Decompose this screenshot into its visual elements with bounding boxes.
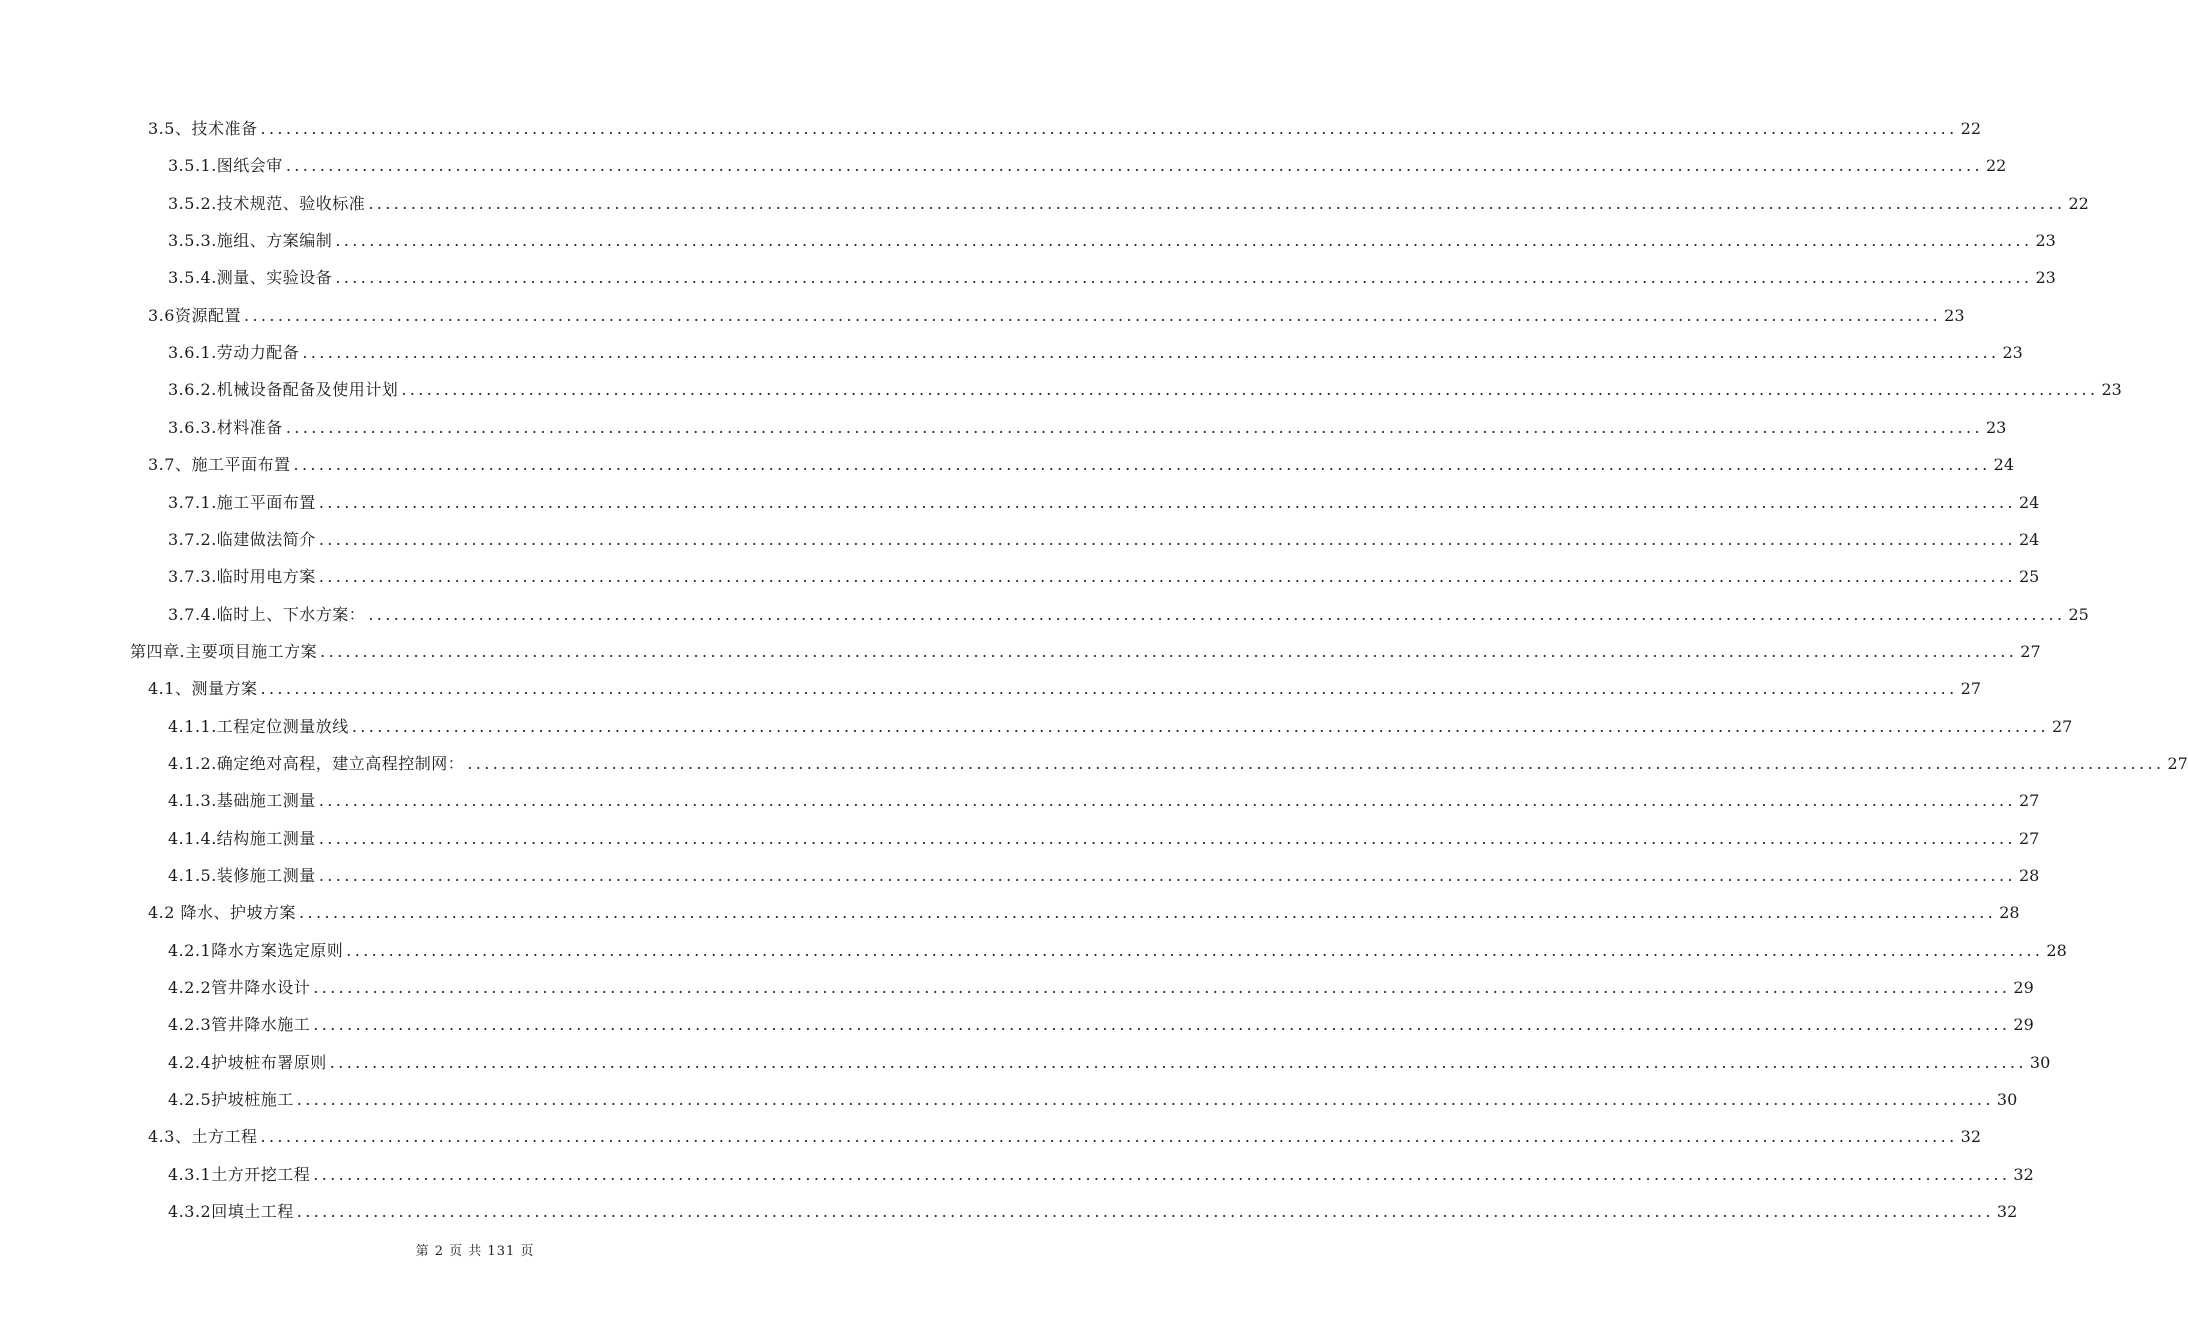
toc-entry-label: 4.3.1土方开挖工程 (168, 1164, 311, 1184)
toc-dot-leader: ........................................................................................................................................................................................................ (260, 1127, 1958, 1147)
toc-entry-page-number: 22 (2068, 193, 2089, 213)
toc-dot-leader: ........................................................................................................................................................................................................ (243, 305, 1942, 325)
toc-entry-page-number: 24 (2019, 492, 2040, 512)
toc-dot-leader: ........................................................................................................................................................................................................ (335, 231, 2033, 251)
toc-entry[interactable] (168, 932, 2067, 969)
toc-dot-leader: ........................................................................................................................................................................................................ (346, 940, 2044, 960)
toc-entry-label: 4.1.4.结构施工测量 (168, 828, 316, 848)
toc-entry-page-number: 25 (2068, 604, 2089, 624)
toc-entry-page-number: 28 (2046, 940, 2067, 960)
toc-entry-label: 3.6.2.机械设备配备及使用计划 (168, 380, 399, 400)
toc-entry-label: 3.5.2.技术规范、验收标准 (168, 193, 366, 213)
toc-entry-page-number: 23 (1944, 305, 1965, 325)
toc-entry-label: 3.7、施工平面布置 (148, 455, 291, 475)
toc-dot-leader: ........................................................................................................................................................................................................ (318, 529, 2016, 549)
toc-entry[interactable] (168, 1081, 2018, 1118)
toc-entry[interactable] (148, 446, 2014, 483)
toc-entry-label: 4.2.1降水方案选定原则 (168, 940, 344, 960)
toc-dot-leader: ........................................................................................................................................................................................................ (313, 1015, 2011, 1035)
toc-entry-label: 3.7.3.临时用电方案 (168, 567, 316, 587)
toc-dot-leader: ........................................................................................................................................................................................................ (296, 1202, 1994, 1222)
toc-entry-page-number: 24 (2019, 529, 2040, 549)
toc-entry[interactable] (168, 334, 2023, 371)
toc-dot-leader: ........................................................................................................................................................................................................ (296, 1090, 1994, 1110)
toc-dot-leader: ........................................................................................................................................................................................................ (318, 791, 2016, 811)
toc-entry[interactable] (168, 185, 2089, 222)
toc-entry[interactable] (168, 371, 2122, 408)
toc-entry-label: 3.5、技术准备 (148, 119, 258, 138)
toc-entry-label: 4.1、测量方案 (148, 679, 258, 699)
toc-entry-label: 4.2.4护坡桩布署原则 (168, 1052, 327, 1072)
toc-dot-leader: ........................................................................................................................................................................................................ (318, 828, 2016, 848)
toc-entry[interactable] (168, 1156, 2034, 1193)
page-footer: 第 2 页 共 131 页 (415, 1244, 535, 1259)
toc-entry-page-number: 23 (1986, 417, 2007, 437)
toc-dot-leader: ........................................................................................................................................................................................................ (467, 753, 2165, 773)
toc-entry[interactable] (168, 222, 2056, 259)
toc-entry[interactable] (168, 259, 2056, 296)
toc-dot-leader: ........................................................................................................................................................................................................ (318, 567, 2016, 587)
toc-dot-leader: ........................................................................................................................................................................................................ (313, 1164, 2011, 1184)
toc-entry-page-number: 29 (2013, 1015, 2034, 1035)
toc-dot-leader: ........................................................................................................................................................................................................ (401, 380, 2099, 400)
toc-entry[interactable] (168, 558, 2040, 595)
toc-entry-page-number: 27 (2167, 753, 2188, 773)
toc-entry-label: 4.1.5.装修施工测量 (168, 866, 316, 885)
toc-entry-page-number: 27 (2019, 791, 2040, 811)
toc-dot-leader: ........................................................................................................................................................................................................ (368, 604, 2066, 624)
toc-entry-label: 4.3、土方工程 (148, 1127, 258, 1147)
toc-entry[interactable] (168, 409, 2007, 446)
toc-entry-page-number: 30 (1996, 1090, 2018, 1110)
toc-entry-label: 4.1.1.工程定位测量放线 (168, 716, 349, 736)
toc-entry-label: 4.2.2管井降水设计 (168, 978, 311, 998)
toc-entry[interactable] (168, 969, 2034, 1006)
toc-dot-leader: ........................................................................................................................................................................................................ (329, 1052, 2027, 1072)
toc-entry-page-number: 29 (2013, 978, 2034, 998)
toc-entry[interactable] (148, 1118, 1981, 1155)
toc-entry-page-number: 30 (2029, 1052, 2051, 1072)
toc-entry-label: 3.7.2.临建做法简介 (168, 529, 316, 549)
toc-dot-leader: ........................................................................................................................................................................................................ (318, 492, 2016, 512)
toc-entry-label: 3.7.4.临时上、下水方案： (168, 604, 366, 624)
toc-dot-leader: ........................................................................................................................................................................................................ (318, 866, 2016, 885)
toc-entry-label: 第四章.主要项目施工方案 (130, 641, 318, 661)
toc-entry-label: 3.7.1.施工平面布置 (168, 492, 316, 512)
toc-entry-label: 4.1.3.基础施工测量 (168, 791, 316, 811)
toc-entry-label: 3.6.1.劳动力配备 (168, 343, 300, 363)
toc-dot-leader: ........................................................................................................................................................................................................ (293, 455, 1991, 475)
toc-dot-leader: ........................................................................................................................................................................................................ (335, 268, 2033, 288)
toc-entry-label: 4.3.2回填土工程 (168, 1202, 294, 1222)
toc-entry-page-number: 28 (1999, 903, 2020, 923)
toc-entry[interactable] (168, 820, 2040, 857)
toc-entry[interactable] (168, 484, 2040, 521)
toc-entry-label: 3.5.3.施组、方案编制 (168, 231, 333, 251)
toc-entry-page-number: 23 (2035, 231, 2056, 251)
toc-entry[interactable] (148, 670, 1981, 707)
toc-entry[interactable] (168, 596, 2089, 633)
toc-entry[interactable] (168, 521, 2040, 558)
toc-entry-page-number: 24 (1993, 455, 2014, 475)
toc-entry[interactable] (168, 1193, 2018, 1230)
toc-dot-leader: ........................................................................................................................................................................................................ (351, 716, 2049, 736)
toc-entry-page-number: 28 (2019, 866, 2040, 885)
toc-entry[interactable] (148, 297, 1965, 334)
toc-entry-label: 3.5.1.图纸会审 (168, 156, 283, 176)
toc-entry-page-number: 22 (1986, 156, 2007, 176)
toc-entry-page-number: 27 (2020, 641, 2041, 661)
toc-dot-leader: ........................................................................................................................................................................................................ (302, 343, 2000, 363)
toc-entry-page-number: 27 (2019, 828, 2040, 848)
toc-dot-leader: ........................................................................................................................................................................................................ (368, 193, 2066, 213)
toc-entry-label: 4.2.5护坡桩施工 (168, 1090, 294, 1110)
toc-entry[interactable] (168, 782, 2040, 819)
toc-entry-page-number: 32 (2013, 1164, 2034, 1184)
toc-entry-label: 4.1.2.确定绝对高程，建立高程控制网： (168, 753, 465, 773)
toc-entry-page-number: 32 (1996, 1202, 2018, 1222)
toc-entry-page-number: 32 (1960, 1127, 1981, 1147)
toc-entry-page-number: 23 (2002, 343, 2023, 363)
toc-entry-label: 3.6资源配置 (148, 305, 241, 325)
toc-entry-page-number: 23 (2101, 380, 2122, 400)
toc-entry-page-number: 23 (2035, 268, 2056, 288)
toc-entry[interactable] (168, 147, 2007, 184)
toc-entry[interactable] (168, 1006, 2034, 1043)
toc-entry[interactable] (148, 894, 2020, 931)
toc-dot-leader: ........................................................................................................................................................................................................ (285, 156, 1983, 176)
toc-entry-label: 4.2 降水、护坡方案 (148, 903, 297, 923)
toc-dot-leader: ........................................................................................................................................................................................................ (260, 679, 1958, 699)
toc-entry-page-number: 27 (2052, 716, 2073, 736)
toc-entry[interactable] (130, 633, 2041, 670)
toc-entry[interactable] (168, 1044, 2051, 1081)
toc-dot-leader: ........................................................................................................................................................................................................ (285, 417, 1983, 437)
toc-entry-label: 3.5.4.测量、实验设备 (168, 268, 333, 288)
toc-entry-page-number: 22 (1960, 119, 1981, 138)
toc-entry-label: 4.2.3管井降水施工 (168, 1015, 311, 1035)
toc-dot-leader: ........................................................................................................................................................................................................ (299, 903, 1997, 923)
toc-entry[interactable] (168, 857, 2040, 894)
toc-dot-leader: ........................................................................................................................................................................................................ (320, 641, 2018, 661)
toc-entry[interactable] (168, 745, 2188, 782)
toc-dot-leader: ........................................................................................................................................................................................................ (313, 978, 2011, 998)
toc-entry-label: 3.6.3.材料准备 (168, 417, 283, 437)
toc-dot-leader: ........................................................................................................................................................................................................ (260, 119, 1958, 138)
toc-entry-page-number: 25 (2019, 567, 2040, 587)
toc-entry-page-number: 27 (1960, 679, 1981, 699)
toc-entry[interactable] (168, 708, 2073, 745)
toc-entry[interactable] (148, 110, 1981, 147)
